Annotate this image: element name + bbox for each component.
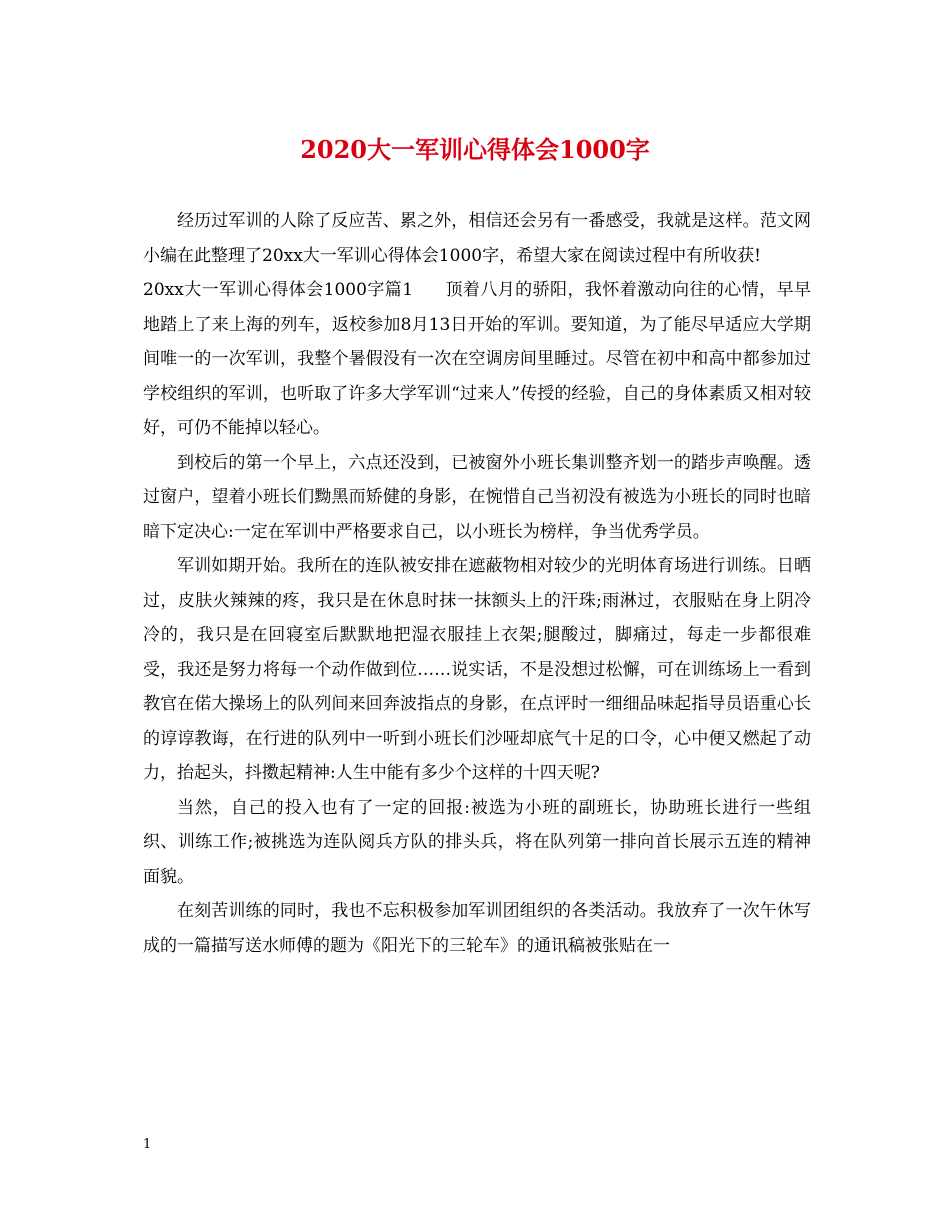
paragraph-reward: 当然，自己的投入也有了一定的回报:被选为小班的副班长，协助班长进行一些组织、训练工作;被挑选为连队阅兵方队的排头兵，将在队列第一排向首长展示五连的精神面貌。 [143, 797, 811, 887]
paragraph-morning: 到校后的第一个早上，六点还没到，已被窗外小班长集训整齐划一的踏步声唤醒。透过窗户，望着小班长们黝黑而矫健的身影，在惋惜自己当初没有被选为小班长的同时也暗暗下定决心:一定在军训中严格要求自己，以小班长为榜样，争当优秀学员。 [143, 452, 811, 542]
paragraph-section-1 [143, 273, 811, 446]
paragraph-training: 军训如期开始。我所在的连队被安排在遮蔽物相对较少的光明体育场进行训练。日晒过，皮肤火辣辣的疼，我只是在休息时抹一抹额头上的汗珠;雨淋过，衣服贴在身上阴冷冷的，我只是在回寝室后默默地把湿衣服挂上衣架;腿酸过，脚痛过，每走一步都很难受，我还是努力将每一个动作做到位……说实话，不是没想过松懈，可在训练场上一看到教官在偌大操场上的队列间来回奔波指点的身影，在点评时一细细品味起指导员语重心长的谆谆教诲，在行进的队列中一听到小班长们沙哑却底气十足的口令，心中便又燃起了动力，抬起头，抖擞起精神:人生中能有多少个这样的十四天呢? [143, 556, 811, 783]
section-heading: 20xx大一军训心得体会1000字篇1 [143, 280, 414, 300]
paragraph-activities: 在刻苦训练的同时，我也不忘积极参加军训团组织的各类活动。我放弃了一次午休写成的一篇描写送水师傅的题为《阳光下的三轮车》的通讯稿被张贴在一 [143, 901, 811, 956]
document-body [143, 204, 811, 963]
page-number: 1 [143, 1137, 152, 1152]
section-text: 顶着八月的骄阳，我怀着激动向往的心情，早早地踏上了来上海的列车，返校参加8月13日开始的军训。要知道，为了能尽早适应大学期间唯一的一次军训，我整个暑假没有一次在空调房间里睡过。尽管在初中和高中都参加过学校组织的军训，也听取了许多大学军训“过来人”传授的经验，自己的身体素质又相对较好，可仍不能掉以轻心。 [143, 280, 812, 438]
paragraph-intro: 经历过军训的人除了反应苦、累之外，相信还会另有一番感受，我就是这样。范文网小编在此整理了20xx大一军训心得体会1000字，希望大家在阅读过程中有所收获! [143, 211, 811, 266]
document-title: 2020大一军训心得体会1000字 [300, 135, 650, 164]
